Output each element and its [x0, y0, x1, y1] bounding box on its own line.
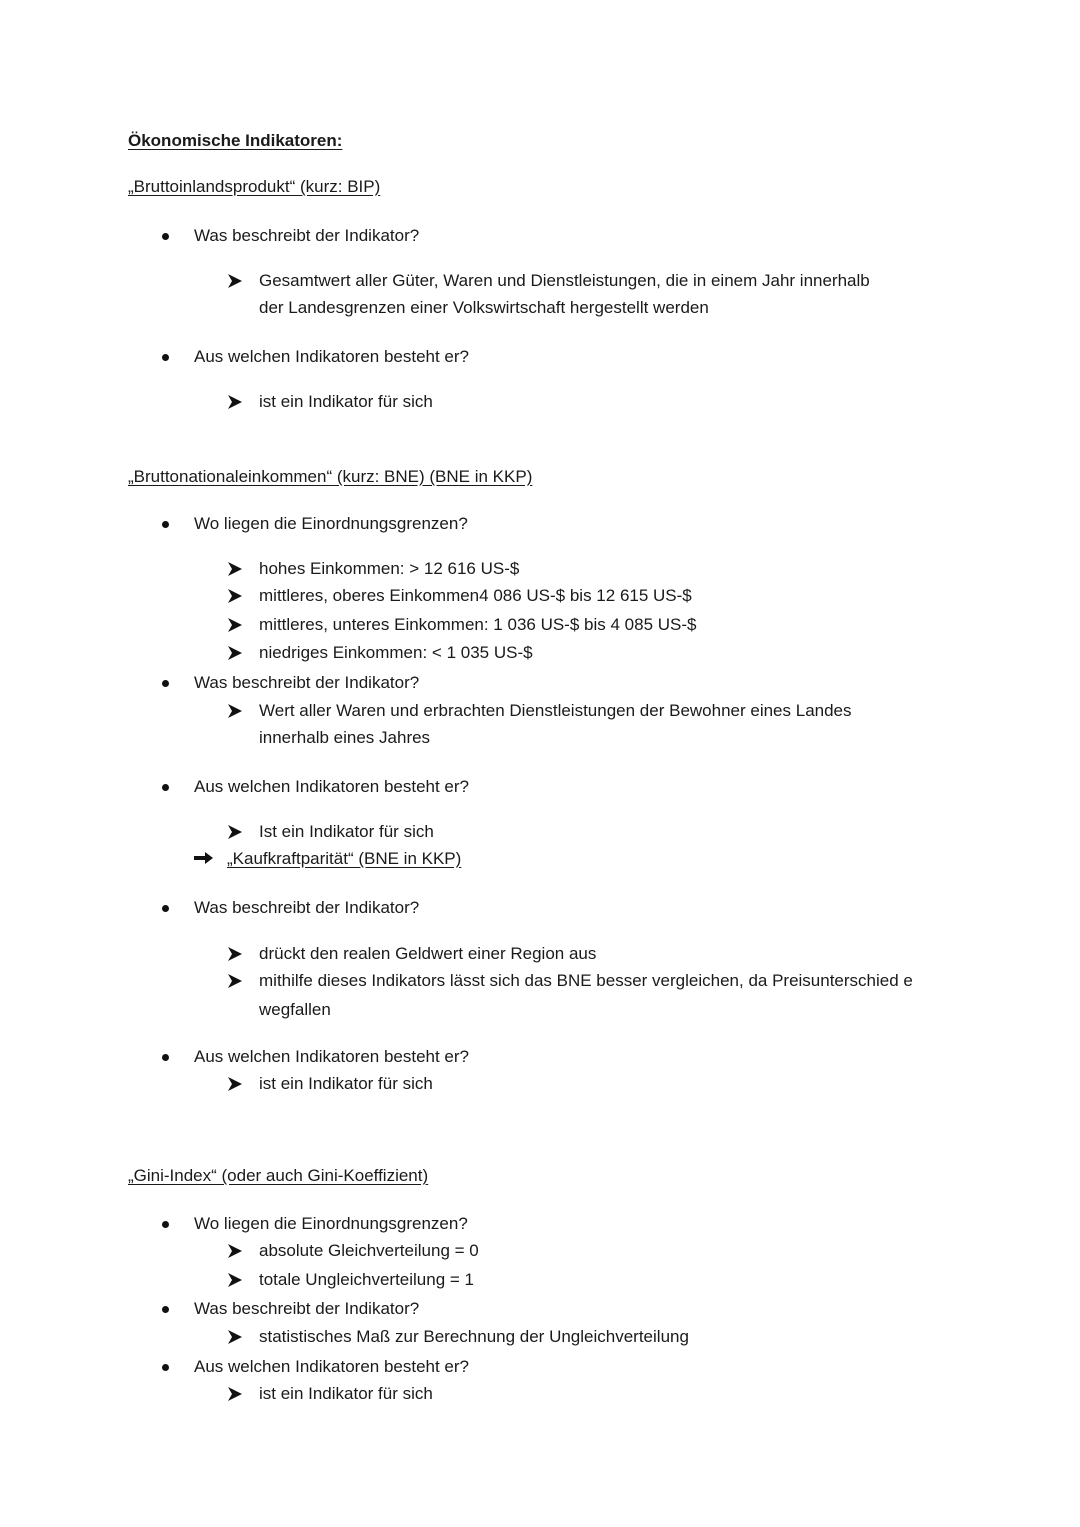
answer-text: ist ein Indikator für sich [259, 392, 433, 411]
question-text: Wo liegen die Einordnungsgrenzen? [194, 1214, 468, 1233]
answer-text: Ist ein Indikator für sich [259, 822, 434, 841]
answer-text: innerhalb eines Jahres [259, 728, 431, 747]
answer-text: Wert aller Waren und erbrachten Dienstleistungen der Bewohner eines Landes [259, 701, 852, 720]
bullet-icon [162, 1306, 169, 1313]
section-heading-gini: „Gini-Index“ (oder auch Gini-Koeffizient) [128, 1166, 429, 1185]
section-heading-bne: „Bruttonationaleinkommen“ (kurz: BNE) (BNE in KKP) [128, 467, 533, 486]
question-text: Was beschreibt der Indikator? [194, 673, 420, 692]
question-text: Aus welchen Indikatoren besteht er? [194, 1357, 470, 1376]
answer-text: absolute Gleichverteilung = 0 [259, 1241, 479, 1260]
arrowhead-bullet-icon [227, 703, 243, 719]
bullet-icon [162, 1221, 169, 1228]
arrowhead-bullet-icon [227, 1386, 243, 1402]
arrowhead-bullet-icon [227, 824, 243, 840]
bullet-icon [162, 1054, 169, 1061]
answer-text: drückt den realen Geldwert einer Region aus [259, 944, 597, 963]
question-text: Was beschreibt der Indikator? [194, 226, 420, 245]
answer-text: ist ein Indikator für sich [259, 1384, 433, 1403]
arrowhead-bullet-icon [227, 588, 243, 604]
answer-text: mittleres, oberes Einkommen4 086 US-$ bis 12 615 US-$ [259, 586, 692, 605]
answer-text: statistisches Maß zur Berechnung der Ungleichverteilung [259, 1327, 689, 1346]
answer-text: totale Ungleichverteilung = 1 [259, 1270, 474, 1289]
arrowhead-bullet-icon [227, 394, 243, 410]
subsection-heading-kkp: „Kaufkraftparität“ (BNE in KKP) [227, 849, 462, 868]
arrowhead-bullet-icon [227, 1272, 243, 1288]
answer-text: hohes Einkommen: > 12 616 US-$ [259, 559, 520, 578]
arrowhead-bullet-icon [227, 561, 243, 577]
answer-text: ist ein Indikator für sich [259, 1074, 433, 1093]
bullet-icon [162, 521, 169, 528]
bullet-icon [162, 784, 169, 791]
question-text: Was beschreibt der Indikator? [194, 1299, 420, 1318]
bullet-icon [162, 905, 169, 912]
arrowhead-bullet-icon [227, 645, 243, 661]
arrowhead-bullet-icon [227, 1076, 243, 1092]
question-text: Aus welchen Indikatoren besteht er? [194, 1047, 470, 1066]
answer-text: der Landesgrenzen einer Volkswirtschaft hergestellt werden [259, 298, 709, 317]
answer-text: wegfallen [259, 1000, 331, 1019]
question-text: Wo liegen die Einordnungsgrenzen? [194, 514, 468, 533]
arrowhead-bullet-icon [227, 973, 243, 989]
page-title: Ökonomische Indikatoren: [128, 131, 343, 150]
arrowhead-bullet-icon [227, 946, 243, 962]
answer-text: Gesamtwert aller Güter, Waren und Dienstleistungen, die in einem Jahr innerhalb [259, 271, 870, 290]
answer-text: mittleres, unteres Einkommen: 1 036 US-$ bis 4 085 US-$ [259, 615, 697, 634]
bullet-icon [162, 354, 169, 361]
question-text: Was beschreibt der Indikator? [194, 898, 420, 917]
question-text: Aus welchen Indikatoren besteht er? [194, 347, 470, 366]
bullet-icon [162, 680, 169, 687]
arrowhead-bullet-icon [227, 617, 243, 633]
arrowhead-bullet-icon [227, 1243, 243, 1259]
right-arrow-icon [194, 851, 214, 865]
bullet-icon [162, 1364, 169, 1371]
answer-text: niedriges Einkommen: < 1 035 US-$ [259, 643, 533, 662]
bullet-icon [162, 233, 169, 240]
section-heading-bip: „Bruttoinlandsprodukt“ (kurz: BIP) [128, 177, 381, 196]
arrowhead-bullet-icon [227, 273, 243, 289]
arrowhead-bullet-icon [227, 1329, 243, 1345]
answer-text: mithilfe dieses Indikators lässt sich das BNE besser vergleichen, da Preisunterschied e [259, 971, 913, 990]
question-text: Aus welchen Indikatoren besteht er? [194, 777, 470, 796]
